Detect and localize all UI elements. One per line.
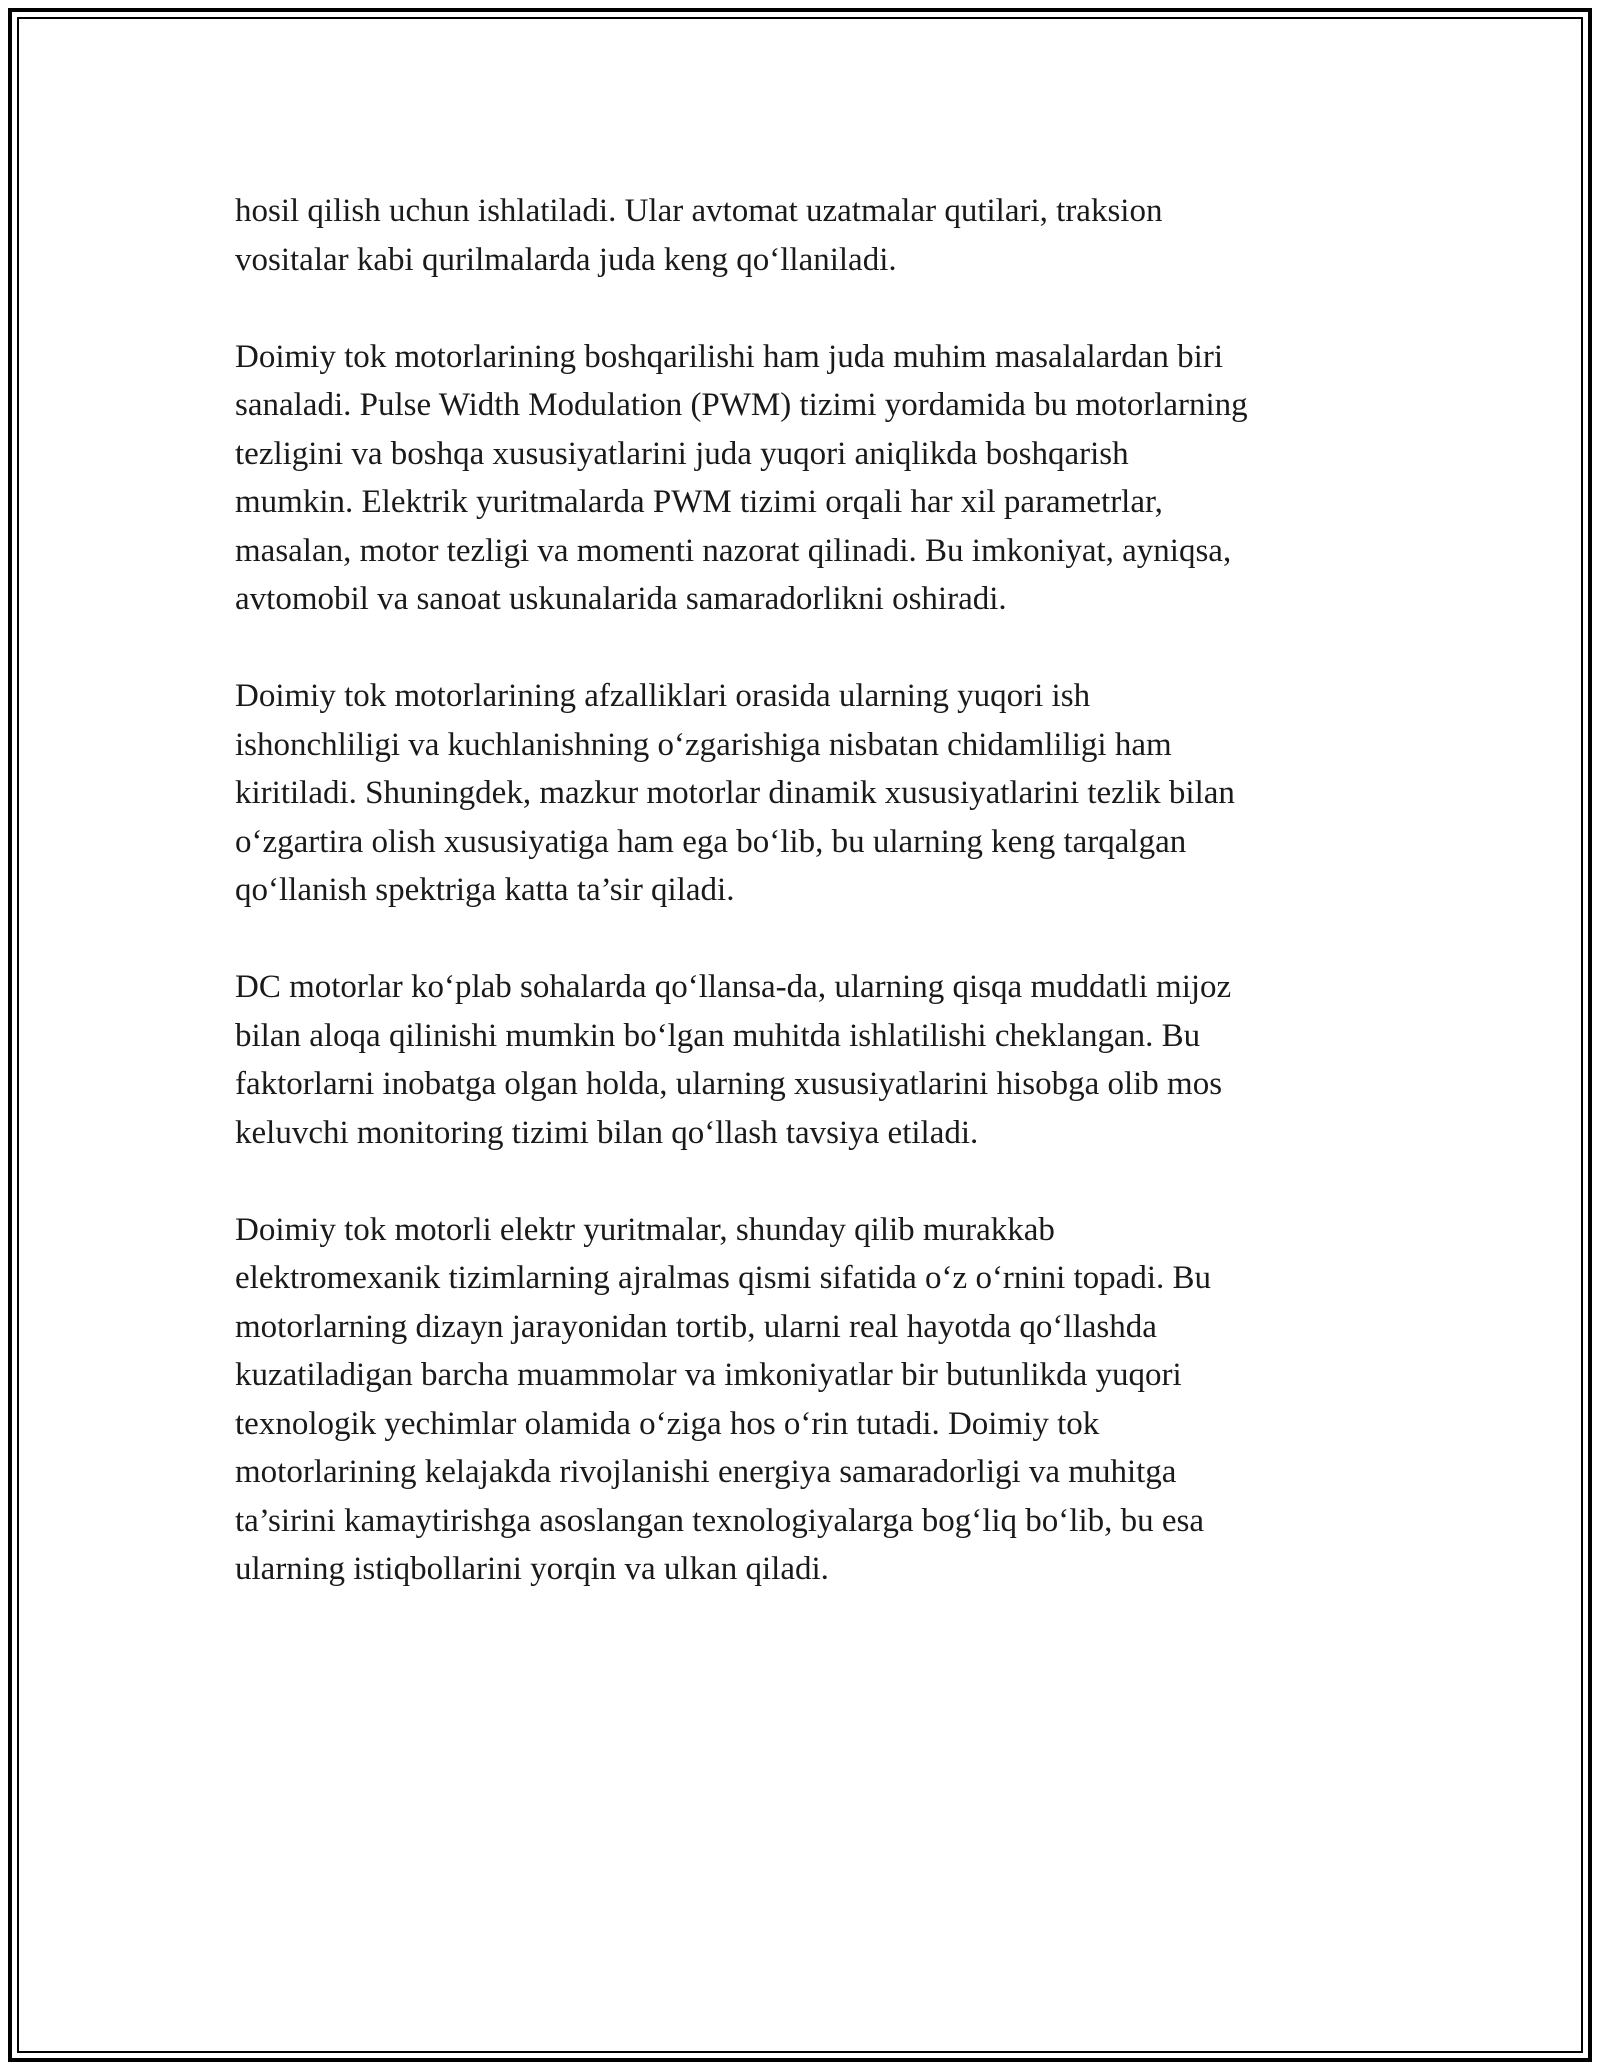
- paragraph-4: DC motorlar ko‘plab sohalarda qo‘llansa-da, ularning qisqa muddatli mijoz bilan aloqa qilinishi mumkin bo‘lgan muhitda ishlatilishi cheklangan. Bu faktorlarni inobatga olgan holda, ularning xususiyatlarini hisobga olib mos keluvchi monitoring tizimi bilan qo‘llash tavsiya etiladi.: [235, 969, 1232, 1151]
- document-body: [235, 187, 1375, 1642]
- paragraph-2: Doimiy tok motorlarining boshqarilishi ham juda muhim masalalardan biri sanaladi. Pulse Width Modulation (PWM) tizimi yordamida bu motorlarning tezligini va boshqa xususiyatlarini juda yuqori aniqlikda boshqarish mumkin. Elektrik yuritmalarda PWM tizimi orqali har xil parametrlar, masalan, motor tezligi va momenti nazorat qilinadi. Bu imkoniyat, ayniqsa, avtomobil va sanoat uskunalarida samaradorlikni oshiradi.: [235, 338, 1248, 617]
- paragraph-1: hosil qilish uchun ishlatiladi. Ular avtomat uzatmalar qutilari, traksion vositalar kabi qurilmalarda juda keng qo‘llaniladi.: [235, 193, 1163, 278]
- paragraph-3: Doimiy tok motorlarining afzalliklari orasida ularning yuqori ish ishonchliligi va kuchlanishning o‘zgarishiga nisbatan chidamliligi ham kiritiladi. Shuningdek, mazkur motorlar dinamik xususiyatlarini tezlik bilan o‘zgartira olish xususiyatiga ham ega bo‘lib, bu ularning keng tarqalgan qo‘llanish spektriga katta ta’sir qiladi.: [235, 678, 1235, 908]
- paragraph-5: Doimiy tok motorli elektr yuritmalar, shunday qilib murakkab elektromexanik tizimlarning ajralmas qismi sifatida o‘z o‘rnini topadi. Bu motorlarning dizayn jarayonidan tortib, ularni real hayotda qo‘llashda kuzatiladigan barcha muammolar va imkoniyatlar bir butunlikda yuqori texnologik yechimlar olamida o‘ziga hos o‘rin tutadi. Doimiy tok motorlarining kelajakda rivojlanishi energiya samaradorligi va muhitga ta’sirini kamaytirishga asoslangan texnologiyalarga bog‘liq bo‘lib, bu esa ularning istiqbollarini yorqin va ulkan qiladi.: [235, 1211, 1211, 1587]
